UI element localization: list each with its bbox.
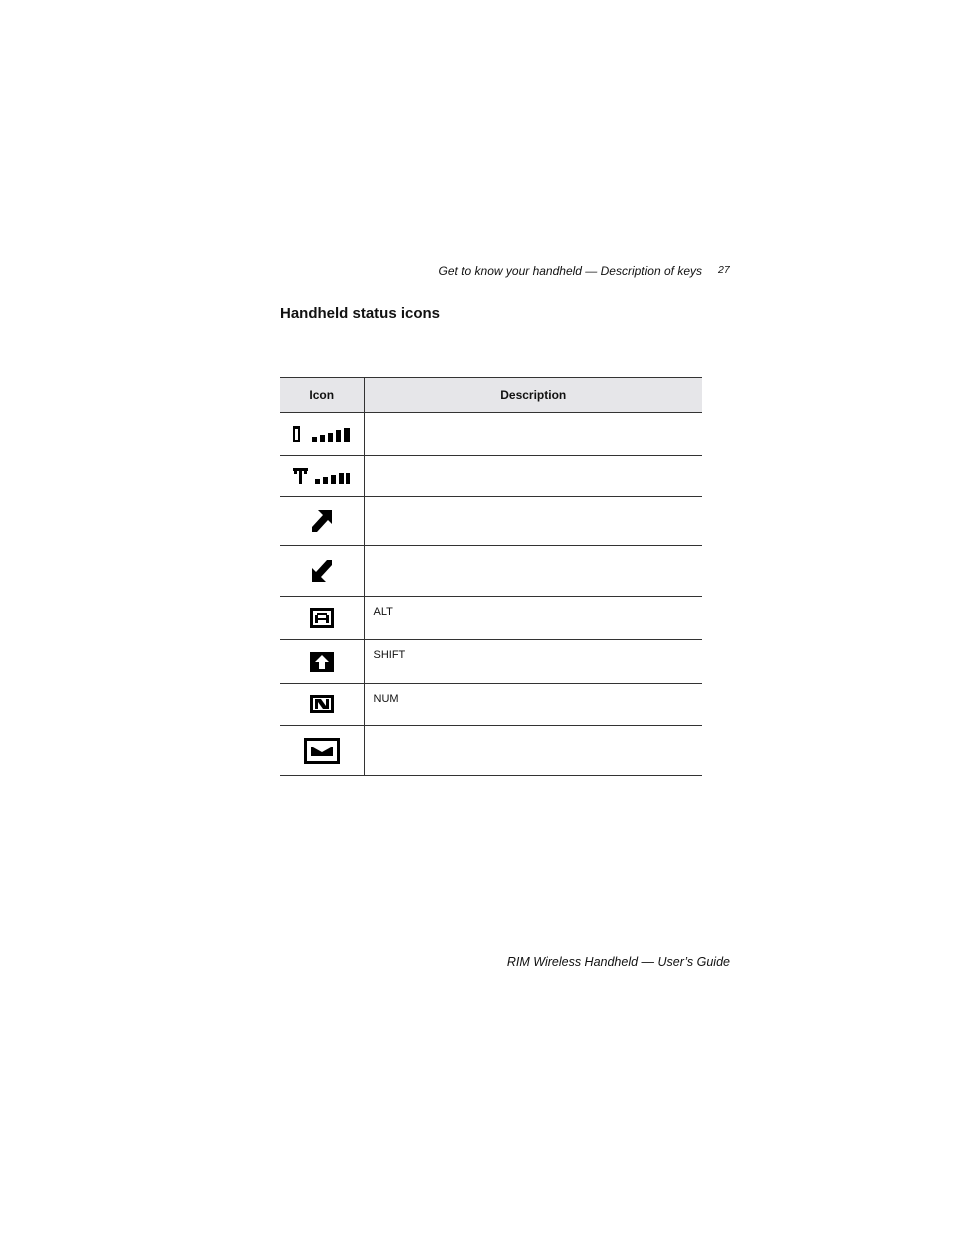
num-key-icon: [310, 696, 334, 713]
icon-cell: [280, 497, 364, 546]
message-envelope-icon: [304, 742, 340, 759]
table-row: [280, 640, 702, 684]
shift-key-icon: [310, 653, 334, 670]
icon-cell: [280, 640, 364, 684]
battery-level-icon: [291, 425, 353, 442]
icon-cell: [280, 597, 364, 640]
table-row: [280, 497, 702, 546]
description-cell: SHIFT: [364, 640, 702, 684]
icon-cell: [280, 546, 364, 597]
table-header-row: [280, 378, 702, 413]
send-arrow-icon: [310, 512, 334, 529]
table-row: [280, 456, 702, 497]
description-cell: [364, 456, 702, 497]
description-cell: [364, 726, 702, 776]
table-row: [280, 726, 702, 776]
status-icons-table: [280, 377, 702, 776]
description-cell: [364, 546, 702, 597]
table-row: [280, 413, 702, 456]
description-cell: NUM: [364, 684, 702, 726]
icon-cell: [280, 726, 364, 776]
table-row: [280, 546, 702, 597]
icon-cell: [280, 413, 364, 456]
description-cell: [364, 413, 702, 456]
signal-strength-icon: [291, 467, 353, 484]
alt-key-icon: [310, 609, 334, 626]
column-header-description: Description: [364, 378, 702, 413]
running-header: Get to know your handheld — Description of keys: [438, 264, 702, 278]
page-title: Handheld status icons: [280, 305, 441, 322]
table-row: [280, 684, 702, 726]
description-cell: ALT: [364, 597, 702, 640]
icon-cell: [280, 684, 364, 726]
column-header-icon: Icon: [280, 378, 364, 413]
description-cell: [364, 497, 702, 546]
icon-cell: [280, 456, 364, 497]
running-footer: RIM Wireless Handheld — User’s Guide: [506, 955, 730, 969]
receive-arrow-icon: [310, 562, 334, 579]
table-row: [280, 597, 702, 640]
page-number: 27: [718, 264, 730, 276]
